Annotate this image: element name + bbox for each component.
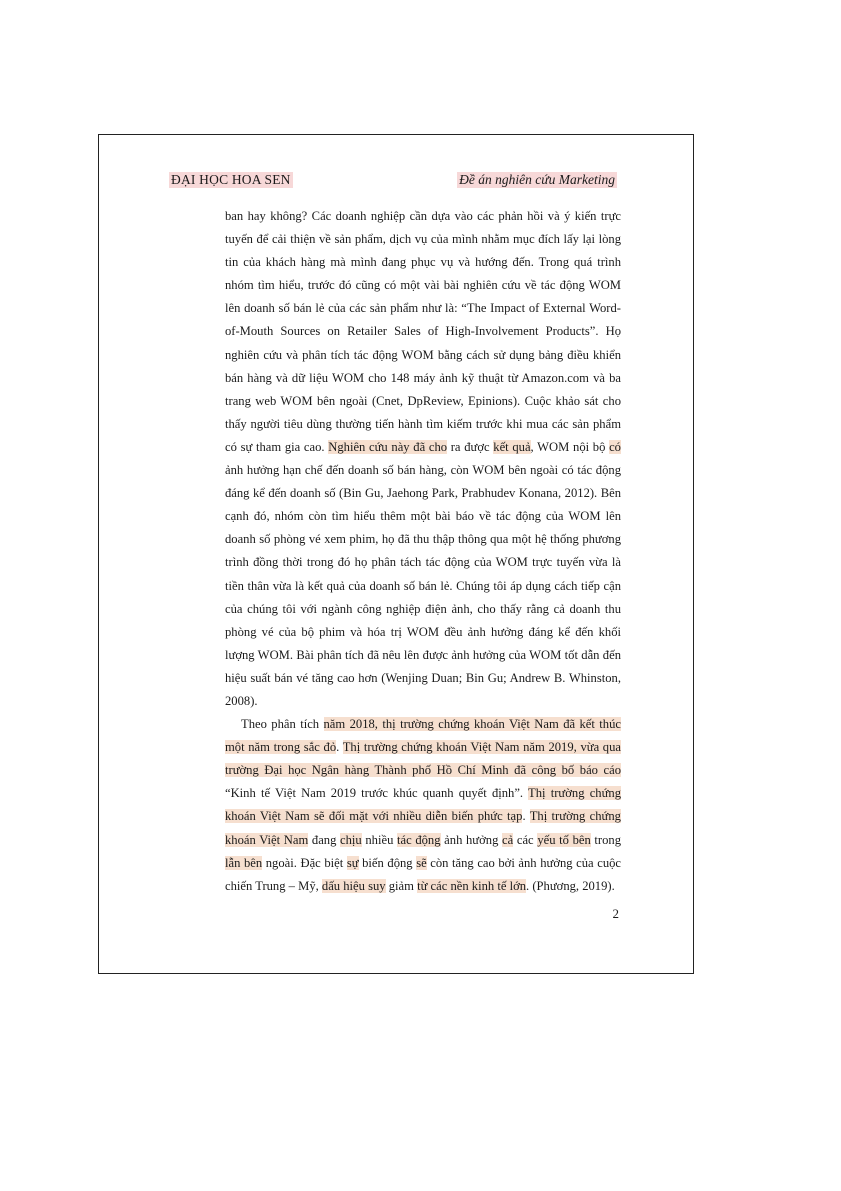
highlighted-text: kết quả	[493, 439, 531, 454]
text-segment: nhiều	[361, 832, 398, 847]
paragraph-1	[225, 205, 621, 713]
highlighted-text: dấu hiệu suy	[321, 878, 386, 893]
text-segment: giảm	[385, 878, 418, 893]
text-segment: còn tăng cao bởi ảnh hưởng của cuộc chiến Trung – Mỹ,	[225, 855, 621, 893]
text-segment: ra được	[447, 439, 494, 454]
page-number: 2	[612, 906, 619, 921]
text-segment: biến động	[358, 855, 417, 870]
text-segment: ảnh hưởng hạn chế đến doanh số bán hàng, còn WOM bên ngoài có tác động đáng kể đến doanh số (Bin Gu, Jaehong Park, Prabhudev Konana, 2012). Bên cạnh đó, nhóm còn tìm hiểu thêm một bài báo về tác động của WOM lên doanh số phòng vé xem phim, họ đã thu thập thông qua một hệ thống phương trình đồng thời trong đó họ phân tách tác động của WOM trực tuyến vừa là tiền thân vừa là kết quả của doanh số bán lẻ. Chúng tôi áp dụng cách tiếp cận của chúng tôi với ngành công nghiệp điện ảnh, cho thấy rằng cả doanh thu phòng vé của bộ phim và hóa trị WOM đều ảnh hưởng đáng kể đến khối lượng WOM. Bài phân tích đã nêu lên được ảnh hưởng của WOM tốt dẫn đến hiệu suất bán vé tăng cao hơn (Wenjing Duan; Bin Gu; Andrew B. Whinston, 2008).	[225, 463, 621, 708]
highlighted-text: Thị trường chứng khoán Việt Nam sẽ đối mặt với nhiều diễn biến phức tạp	[225, 786, 621, 824]
highlighted-text: sự	[346, 855, 359, 870]
paragraph-2	[225, 713, 621, 898]
text-segment: . (Phương, 2019).	[526, 878, 615, 893]
highlighted-text: chịu	[340, 832, 362, 847]
text-segment: ban hay không? Các doanh nghiệp cần dựa vào các phản hồi và ý kiến trực tuyến để cải thiện về sản phẩm, dịch vụ của mình nhằm mục đích lấy lại lòng tin của khách hàng mà mình đang phục vụ và hướng đến. Trong quá trình nhóm tìm hiểu, trước đó cũng có một vài bài nghiên cứu về tác động WOM lên doanh số bán lẻ của các sản phẩm như là: “The Impact of External Word-of-Mouth Sources on Retailer Sales of High-Involvement Products”. Họ nghiên cứu và phân tích tác động WOM bằng cách sử dụng bảng điều khiển bán hàng và dữ liệu WOM cho 148 máy ảnh kỹ thuật từ Amazon.com và ba trang web WOM bên ngoài (Cnet, DpReview, Epinions). Cuộc khảo sát cho thấy người tiêu dùng thường tiến hành tìm kiếm trước khi mua các sản phẩm có sự tham gia cao.	[225, 209, 621, 454]
highlighted-text: lẫn bên	[225, 855, 263, 870]
text-segment: ảnh hưởng	[440, 832, 503, 847]
text-segment: ngoài. Đặc biệt	[262, 855, 347, 870]
highlighted-text: yếu tố bên	[537, 832, 591, 847]
highlighted-text: năm 2018, thị trường chứng khoán Việt Nam đã kết thúc một năm trong sắc đỏ	[225, 717, 621, 755]
highlighted-text: sẽ	[416, 855, 427, 870]
text-segment: Theo phân tích	[241, 717, 324, 732]
highlighted-text: Thị trường chứng khoán Việt Nam năm 2019, vừa qua trường Đại học Ngân hàng Thành phố Hồ Chí Minh đã công bố báo cáo	[225, 740, 621, 778]
text-segment: trong	[590, 832, 622, 847]
text-segment: các	[513, 832, 538, 847]
highlighted-text: từ các nền kinh tế lớn	[417, 878, 527, 893]
text-segment: .	[336, 740, 343, 755]
highlighted-text: Thị trường chứng khoán Việt Nam	[225, 809, 621, 847]
text-segment: .	[522, 809, 530, 824]
body-text	[225, 205, 621, 898]
page-header	[169, 172, 617, 192]
document-page	[98, 134, 694, 974]
highlighted-text: tác động	[397, 832, 441, 847]
highlighted-text: có	[609, 439, 621, 454]
highlighted-text: Nghiên cứu này đã cho	[328, 439, 448, 454]
header-document-title: Đề án nghiên cứu Marketing	[459, 172, 615, 187]
header-university: ĐẠI HỌC HOA SEN	[171, 172, 291, 187]
text-segment: , WOM nội bộ	[530, 439, 610, 454]
highlighted-text: cả	[502, 832, 514, 847]
text-segment: đang	[308, 832, 341, 847]
text-segment: “Kinh tế Việt Nam 2019 trước khúc quanh quyết định”.	[225, 786, 529, 801]
